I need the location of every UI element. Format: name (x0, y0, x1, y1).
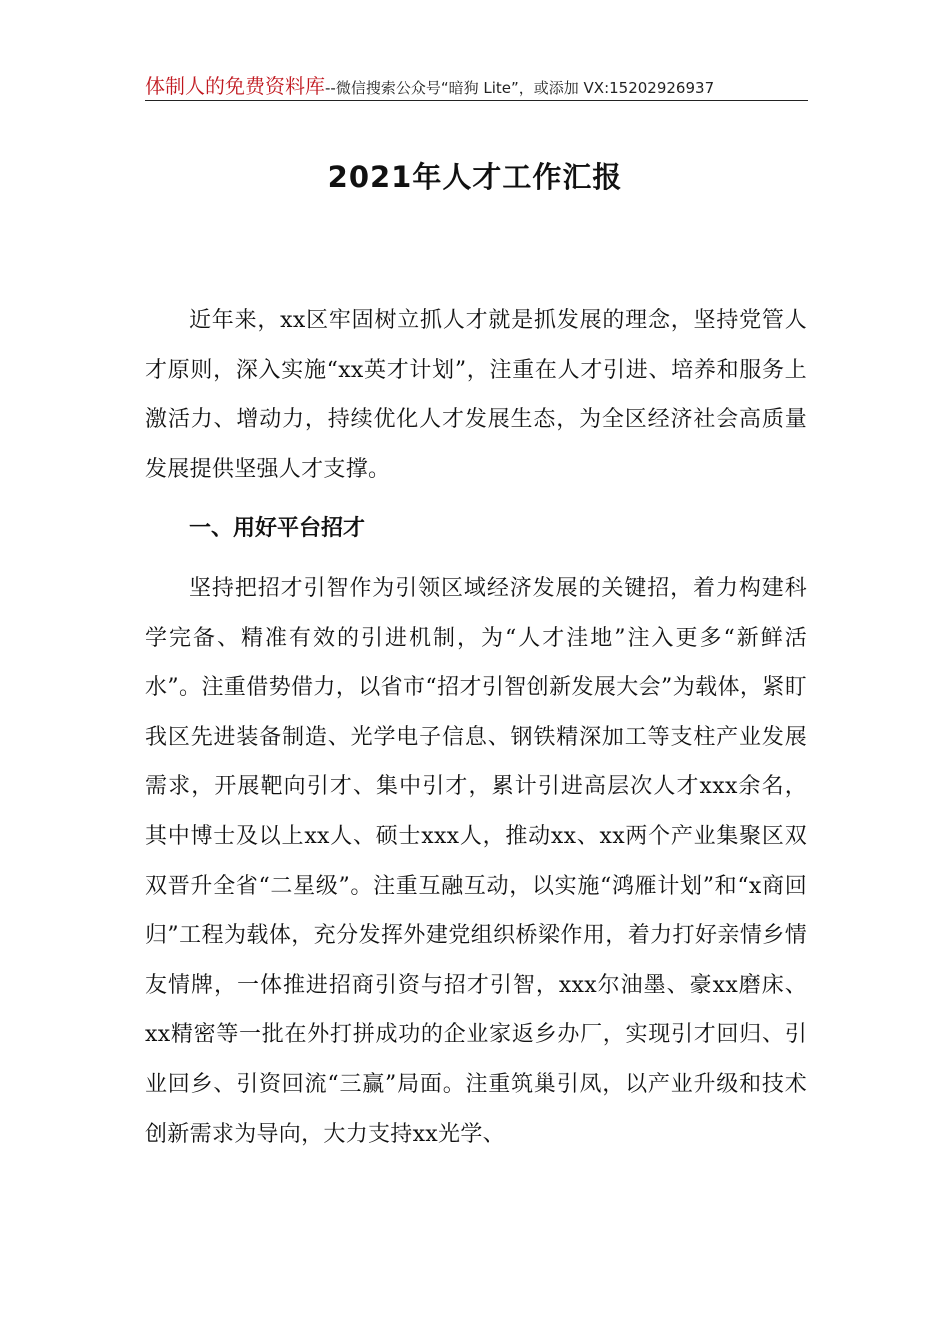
section-1-paragraph: 坚持把招才引智作为引领区域经济发展的关键招，着力构建科学完备、精准有效的引进机制，为“人才洼地”注入更多“新鲜活水”。注重借势借力，以省市“招才引智创新发展大会”为载体，紧盯我区先进装备制造、光学电子信息、钢铁精深加工等支柱产业发展需求，开展靶向引才、集中引才，累计引进高层次人才xxx余名，其中博士及以上xx人、硕士xxx人，推动xx、xx两个产业集聚区双双晋升全省“二星级”。注重互融互动，以实施“鸿雁计划”和“x商回归”工程为载体，充分发挥外建党组织桥梁作用，着力打好亲情乡情友情牌，一体推进招商引资与招才引智，xxx尔油墨、豪xx磨床、xx精密等一批在外打拼成功的企业家返乡办厂，实现引才回归、引业回乡、引资回流“三赢”局面。注重筑巢引凤，以产业升级和技术创新需求为导向，大力支持xx光学、 (145, 575, 807, 1147)
document-body (145, 296, 807, 1159)
header-brand-text: 体制人的免费资料库 (145, 74, 325, 98)
header-contact-note: --微信搜索公众号“暗狗 Lite”，或添加 VX:15202926937 (325, 79, 715, 97)
page-header (145, 72, 808, 101)
section-1-heading: 一、用好平台招才 (189, 516, 366, 542)
document-title: 2021年人才工作汇报 (327, 160, 623, 194)
intro-paragraph: 近年来，xx区牢固树立抓人才就是抓发展的理念，坚持党管人才原则，深入实施“xx英才计划”，注重在人才引进、培养和服务上激活力、增动力，持续优化人才发展生态，为全区经济社会高质量发展提供坚强人才支撑。 (145, 308, 807, 482)
